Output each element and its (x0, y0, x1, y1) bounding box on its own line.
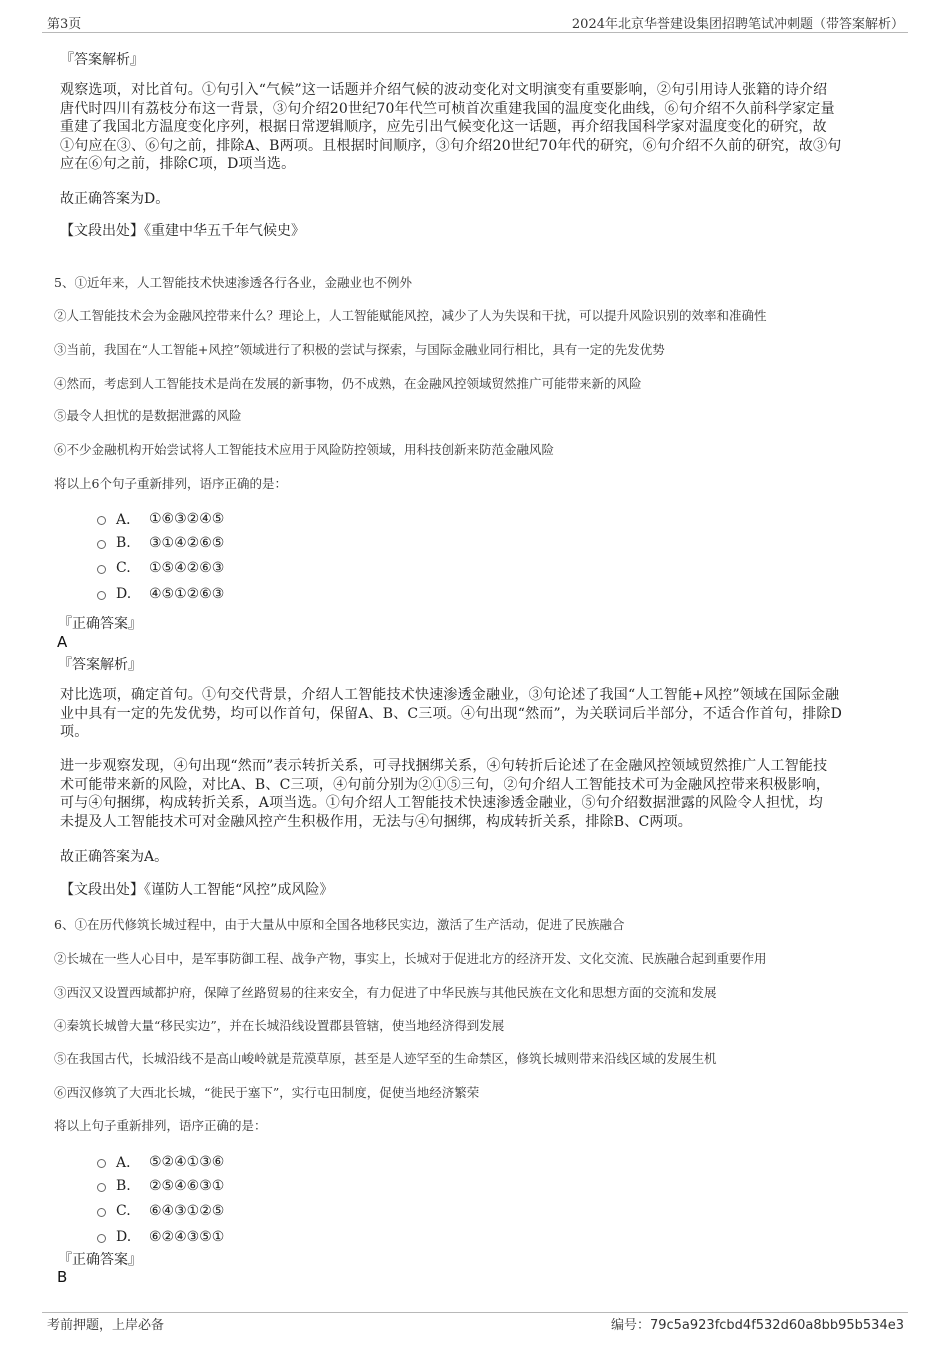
radio-icon[interactable] (97, 1234, 106, 1243)
q5-option-c[interactable] (97, 560, 224, 576)
q6-answer-label: 『正确答案』 (58, 1252, 142, 1268)
q6-sentence-5: ⑤在我国古代，长城沿线不是高山峻岭就是荒漠草原，甚至是人迹罕至的生命禁区，修筑长城则带来沿线区域的发展生机 (54, 1051, 717, 1066)
option-letter: C. (116, 560, 131, 576)
prev-analysis-line: 应在⑥句之前，排除C项，D项当选。 (60, 156, 296, 172)
option-text: ①⑤④②⑥③ (149, 560, 225, 576)
analysis-line: 可与④句捆绑，构成转折关系，A项当选。①句介绍人工智能技术快速渗透金融业，⑤句介绍数据泄露的风险令人担忧，均 (60, 795, 823, 811)
radio-icon[interactable] (97, 565, 106, 574)
q5-sentence-4: ④然而，考虑到人工智能技术是尚在发展的新事物，仍不成熟，在金融风控领域贸然推广可能带来新的风险 (54, 376, 642, 391)
q6-sentence-3: ③西汉又设置西域都护府，保障了丝路贸易的往来安全，有力促进了中华民族与其他民族在文化和思想方面的交流和发展 (54, 985, 717, 1000)
q5-conclusion: 故正确答案为A。 (60, 849, 169, 865)
q6-option-c[interactable] (97, 1203, 224, 1219)
analysis-line: 业中具有一定的先发优势，均可以作首句，保留A、B、C三项。④句出现“然而”，为关联词后半部分，不适合作首句，排除D (60, 705, 843, 722)
q5-answer-label: 『正确答案』 (58, 616, 142, 632)
radio-icon[interactable] (97, 516, 106, 525)
q5-sentence-6: ⑥不少金融机构开始尝试将人工智能技术应用于风险防控领域，用科技创新来防范金融风险 (54, 442, 555, 457)
option-letter: D. (116, 586, 132, 602)
q5-option-b[interactable] (97, 535, 224, 551)
q6-sentence-1: 6、①在历代修筑长城过程中，由于大量从中原和全国各地移民实边，激活了生产活动，促进了民族融合 (54, 917, 625, 932)
q5-sentence-3: ③当前，我国在“人工智能+风控”领域进行了积极的尝试与探索，与国际金融业同行相比，具有一定的先发优势 (54, 342, 665, 357)
footer-divider (42, 1312, 908, 1313)
prev-analysis-label: 『答案解析』 (60, 52, 144, 68)
option-letter: A． (116, 512, 141, 528)
radio-icon[interactable] (97, 1159, 106, 1168)
option-letter: B. (116, 1178, 131, 1194)
radio-icon[interactable] (97, 591, 106, 600)
prev-analysis-line: 观察选项，对比首句。①句引入“气候”这一话题并介绍气候的波动变化对文明演变有重要影响，②句引用诗人张籍的诗介绍 (60, 82, 828, 98)
q5-analysis-p2 (60, 757, 898, 831)
q6-sentence-2: ②长城在一些人心目中，是军事防御工程、战争产物，事实上，长城对于促进北方的经济开发、文化交流、民族融合起到重要作用 (54, 951, 767, 966)
code-label: 编号： (610, 1318, 650, 1333)
analysis-line: 对比选项，确定首句。①句交代背景，介绍人工智能技术快速渗透金融业，③句论述了我国“人工智能+风控”领域在国际金融 (60, 687, 840, 703)
option-letter: D. (116, 1229, 132, 1245)
analysis-line: 进一步观察发现，④句出现“然而”表示转折关系，可寻找捆绑关系，④句转折后论述了在金融风控领域贸然推广人工智能技 (60, 758, 828, 774)
option-text: ①⑥③②④⑤ (149, 511, 225, 527)
prev-analysis-text (60, 81, 898, 174)
q6-sentence-6: ⑥西汉修筑了大西北长城，“徙民于塞下”，实行屯田制度，促使当地经济繁荣 (54, 1085, 480, 1100)
analysis-line: 术可能带来新的风险，对比A、B、C三项，④句前分别为②①⑤三句，②句介绍人工智能技术可为金融风控带来积极影响， (60, 776, 831, 793)
analysis-line: 项。 (60, 724, 89, 740)
q5-answer: A (57, 633, 68, 651)
option-text: ⑥④③①②⑤ (149, 1203, 225, 1219)
document-title: 2024年北京华誉建设集团招聘笔试冲刺题（带答案解析） (571, 17, 904, 32)
option-text: ③①④②⑥⑤ (149, 535, 225, 551)
prev-analysis-line: 重建了我国北方温度变化序列，根据日常逻辑顺序，应先引出气候变化这一话题，再介绍我国科学家对温度变化的研究，故 (60, 119, 827, 135)
option-letter: B. (116, 535, 131, 551)
q6-option-a[interactable] (97, 1152, 224, 1172)
radio-icon[interactable] (97, 540, 106, 549)
q5-sentence-2: ②人工智能技术会为金融风控带来什么？理论上，人工智能赋能风控，减少了人为失误和干扰，可以提升风险识别的效率和准确性 (54, 308, 767, 323)
q5-sentence-5: ⑤最令人担忧的是数据泄露的风险 (54, 408, 242, 423)
document-code (611, 1314, 904, 1333)
prev-analysis-line: 唐代时四川有荔枝分布这一背景，③句介绍20世纪70年代竺可桢首次重建我国的温度变化曲线，⑥句介绍不久前科学家定量 (60, 100, 835, 117)
q5-source: 【文段出处】《谨防人工智能“风控”成风险》 (60, 882, 334, 898)
radio-icon[interactable] (97, 1183, 106, 1192)
q5-sentence-1: 5、①近年来，人工智能技术快速渗透各行各业，金融业也不例外 (54, 275, 412, 290)
footer-slogan: 考前押题，上岸必备 (47, 1318, 165, 1333)
q6-option-d[interactable] (97, 1229, 224, 1245)
radio-icon[interactable] (97, 1208, 106, 1217)
q5-analysis-p1 (60, 686, 898, 742)
page-number: 第3页 (47, 17, 82, 32)
analysis-line: 未提及人工智能技术可对金融风控产生积极作用，无法与④句捆绑，构成转折关系，排除B、C两项。 (60, 813, 692, 830)
q6-prompt: 将以上句子重新排列，语序正确的是： (54, 1118, 267, 1133)
option-text: ②⑤④⑥③① (149, 1178, 225, 1194)
q5-option-d[interactable] (97, 586, 224, 602)
option-text: ⑤②④①③⑥ (149, 1154, 225, 1170)
option-text: ⑥②④③⑤① (149, 1229, 225, 1245)
q6-sentence-4: ④秦筑长城曾大量“移民实边”，并在长城沿线设置郡县管辖，使当地经济得到发展 (54, 1018, 505, 1033)
q5-prompt: 将以上6个句子重新排列，语序正确的是： (54, 476, 287, 491)
option-letter: C. (116, 1203, 131, 1219)
header-divider (42, 32, 908, 33)
q6-option-b[interactable] (97, 1178, 224, 1194)
prev-analysis-line: ①句应在③、⑥句之前，排除A、B两项。且根据时间顺序，③句介绍20世纪70年代的研究，⑥句介绍不久前的研究，故③句 (60, 137, 842, 154)
q5-option-a[interactable] (97, 509, 224, 529)
prev-source: 【文段出处】《重建中华五千年气候史》 (60, 223, 305, 239)
option-letter: A． (116, 1155, 141, 1171)
q5-analysis-label: 『答案解析』 (58, 657, 142, 673)
code-value: 79c5a923fcbd4f532d60a8bb95b534e3 (649, 1318, 904, 1333)
option-text: ④⑤①②⑥③ (149, 586, 225, 602)
q6-answer: B (57, 1268, 68, 1286)
prev-conclusion: 故正确答案为D。 (60, 191, 170, 207)
